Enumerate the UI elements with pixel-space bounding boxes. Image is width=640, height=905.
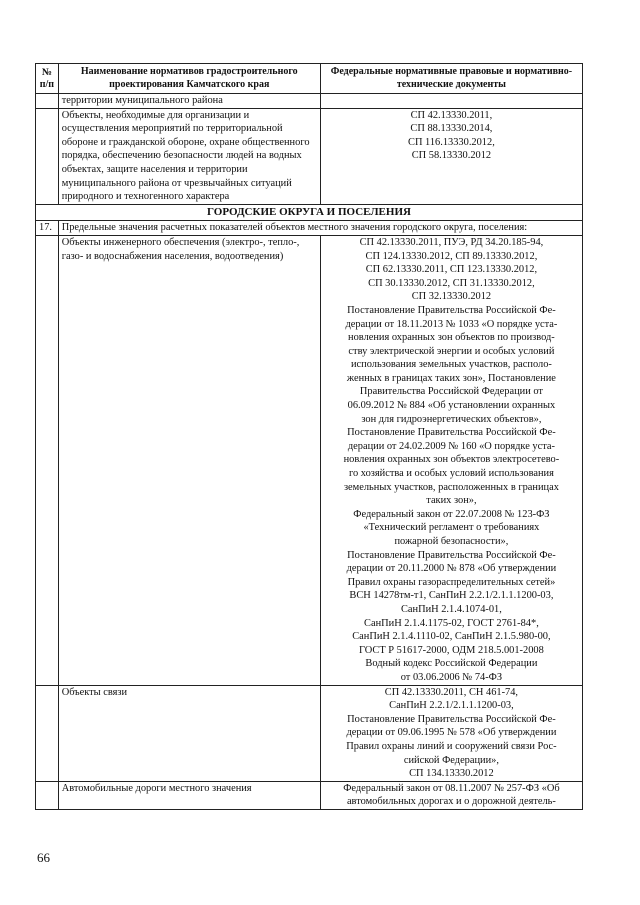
row-documents: Федеральный закон от 08.11.2007 № 257-ФЗ «Об автомобильных дорогах и о дорожной деятель- (320, 781, 582, 809)
row-documents: СП 42.13330.2011, СН 461-74, СанПиН 2.2.1/2.1.1.1200-03, Постановление Правительства Российской Фе- дерации от 09.06.1995 № 578 «Об утверждении Правил охраны линий и сооружений связи Рос- сийской Федерации», СП 134.13330.2012 (320, 685, 582, 781)
row-name: Объекты связи (58, 685, 320, 781)
header-number: № п/п (36, 64, 59, 94)
section-title: ГОРОДСКИЕ ОКРУГА И ПОСЕЛЕНИЯ (36, 204, 583, 221)
norms-table (35, 63, 583, 810)
section-row (36, 204, 583, 221)
row-name: Объекты инженерного обеспечения (электро-, тепло-, газо- и водоснабжения населения, водоотведения) (58, 235, 320, 685)
table-row (36, 108, 583, 204)
table-row (36, 94, 583, 109)
header-documents: Федеральные нормативные правовые и нормативно-технические документы (320, 64, 582, 94)
table-row (36, 235, 583, 685)
row-name: Автомобильные дороги местного значения (58, 781, 320, 809)
row-name: Объекты, необходимые для организации и осуществления мероприятий по территориальной обороне и гражданской обороне, охране общественного порядка, обеспечению безопасности людей на водных объектах, защите населения и территории муниципального района от чрезвычайных ситуаций природного и техногенного характера (58, 108, 320, 204)
row-title: Предельные значения расчетных показателей объектов местного значения городского округа, поселения: (58, 221, 582, 236)
row-number: 17. (36, 221, 59, 236)
header-name: Наименование нормативов градостроительного проектирования Камчатского края (58, 64, 320, 94)
page-number: 66 (37, 850, 50, 865)
row-name: территории муниципального района (58, 94, 320, 109)
table-row (36, 781, 583, 809)
row-documents: СП 42.13330.2011, ПУЭ, РД 34.20.185-94, СП 124.13330.2012, СП 89.13330.2012, СП 62.13330.2011, СП 123.13330.2012, СП 30.13330.2012, СП 31.13330.2012, СП 32.13330.2012 Постановление Правительства Российской Фе- дерации от 18.11.2013 № 1033 «О порядке уста- новления охранных зон объектов по производ- ству электрической энергии и особых условий использования земельных участков, располо- женных в границах таких зон», Постановление Правительства Российской Федерации от 06.09.2012 № 884 «Об установлении охранных зон для гидроэнергетических объектов», Постановление Правительства Российской Фе- дерации от 24.02.2009 № 160 «О порядке уста- новления охранных зон объектов электросетево- го хозяйства и особых условий использования земельных участков, расположенных в границах таких зон», Федеральный закон от 22.07.2008 № 123-ФЗ «Технический регламент о требованиях пожарной безопасности», Постановление Правительства Российской Фе- дерации от 20.11.2000 № 878 «Об утверждении Правил охраны газораспределительных сетей» ВСН 14278тм-т1, СанПиН 2.2.1/2.1.1.1200-03, СанПиН 2.1.4.1074-01, СанПиН 2.1.4.1175-02, ГОСТ 2761-84*, СанПиН 2.1.4.1110-02, СанПиН 2.1.5.980-00, ГОСТ Р 51617-2000, ОДМ 218.5.001-2008 Водный кодекс Российской Федерации от 03.06.2006 № 74-ФЗ (320, 235, 582, 685)
table-row (36, 221, 583, 236)
table-row (36, 685, 583, 781)
table-header-row (36, 64, 583, 94)
row-documents: СП 42.13330.2011, СП 88.13330.2014, СП 116.13330.2012, СП 58.13330.2012 (320, 108, 582, 204)
